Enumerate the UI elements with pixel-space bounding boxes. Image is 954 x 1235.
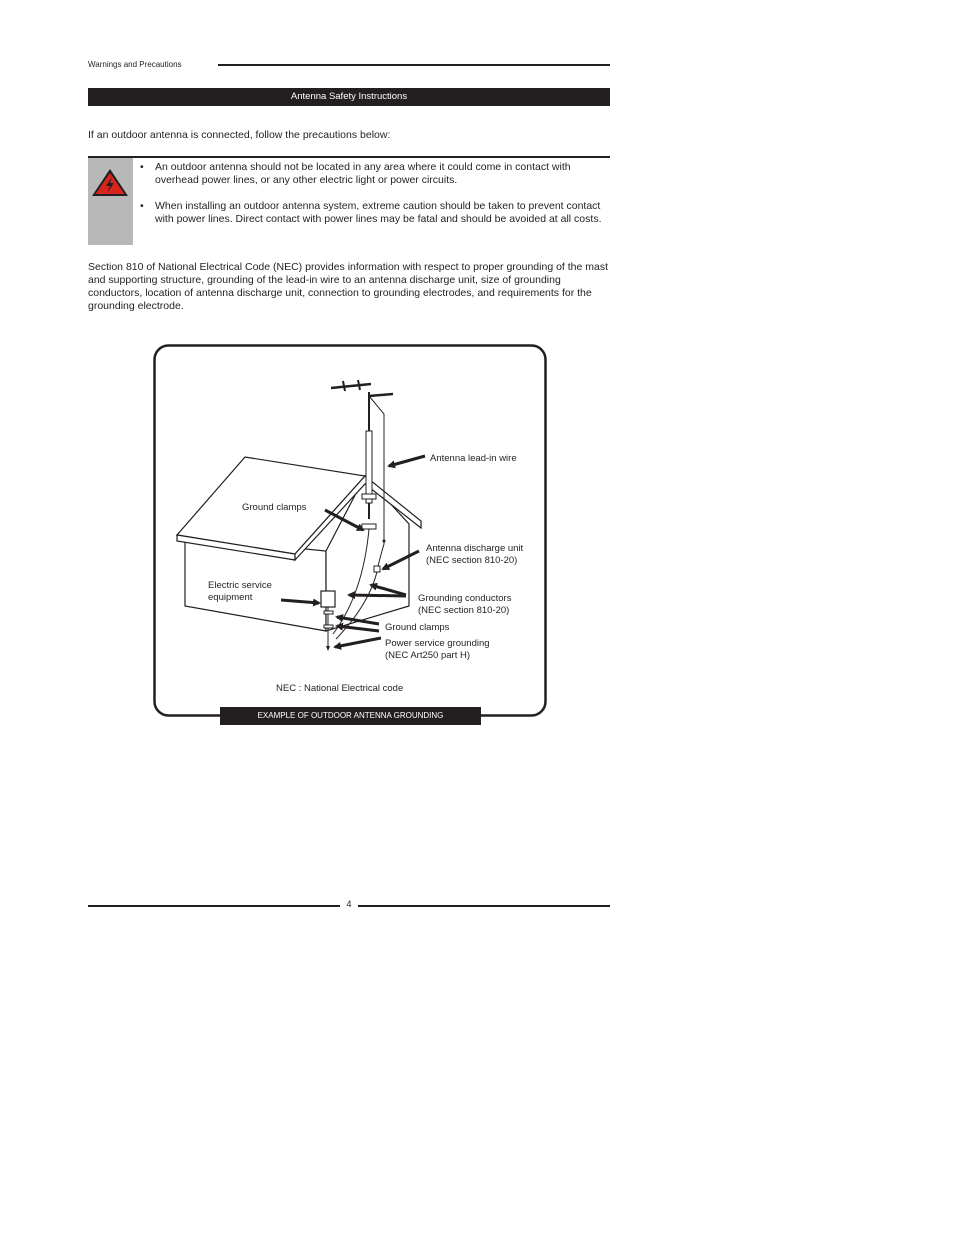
page-number: 4 [346,899,352,909]
label-ground-clamps-bottom: Ground clamps [385,622,450,633]
electric-hazard-icon [90,168,130,198]
label-line: Electric service [208,580,272,591]
label-grounding-conductors [418,593,511,617]
label-line: Antenna discharge unit [426,543,524,554]
label-line: (NEC Art250 part H) [385,650,470,661]
label-electric-service [208,580,272,604]
bullet-glyph: • [140,200,144,212]
label-line: (NEC section 810-20) [426,555,518,566]
warning-box [88,156,610,245]
label-nec-note: NEC : National Electrical code [276,683,404,694]
label-line: Grounding conductors [418,593,512,604]
label-lead-in-wire: Antenna lead-in wire [430,453,517,464]
grounding-figure [153,344,547,720]
header-section-label: Warnings and Precautions [88,60,182,69]
warning-text: An outdoor antenna should not be located in any area where it could come in contact with overhead power lines, or any other electric light or power circuits. [155,161,571,186]
warning-text: When installing an outdoor antenna system, extreme caution should be taken to prevent contact with power lines. Direct contact with power lines may be fatal and should be avoided at all costs. [155,200,602,225]
warning-rule [88,156,610,158]
bullet-glyph: • [140,161,144,173]
footer-rule-left [88,905,340,907]
list-item [140,161,610,187]
footer-rule-right [358,905,610,907]
intro-text: If an outdoor antenna is connected, follow the precautions below: [88,129,391,141]
label-line: (NEC section 810-20) [418,605,510,616]
label-line: equipment [208,592,253,603]
label-power-service-grounding [385,638,490,662]
label-ground-clamps-top: Ground clamps [242,502,307,513]
list-item [140,200,610,226]
warning-side-panel [88,158,133,245]
header-rule [218,64,610,66]
warning-list [140,161,610,239]
section-title-bar: Antenna Safety Instructions [88,88,610,106]
nec-paragraph: Section 810 of National Electrical Code (NEC) provides information with respect to proper grounding of the mast and supporting structure, grounding of the lead-in wire to an antenna discharge unit, size of grounding conductors, location of antenna discharge unit, connection to grounding electrodes, and requirements for the grounding electrode. [88,261,609,312]
label-line: Power service grounding [385,638,490,649]
figure-caption: EXAMPLE OF OUTDOOR ANTENNA GROUNDING [220,707,481,725]
label-discharge-unit [426,543,523,567]
